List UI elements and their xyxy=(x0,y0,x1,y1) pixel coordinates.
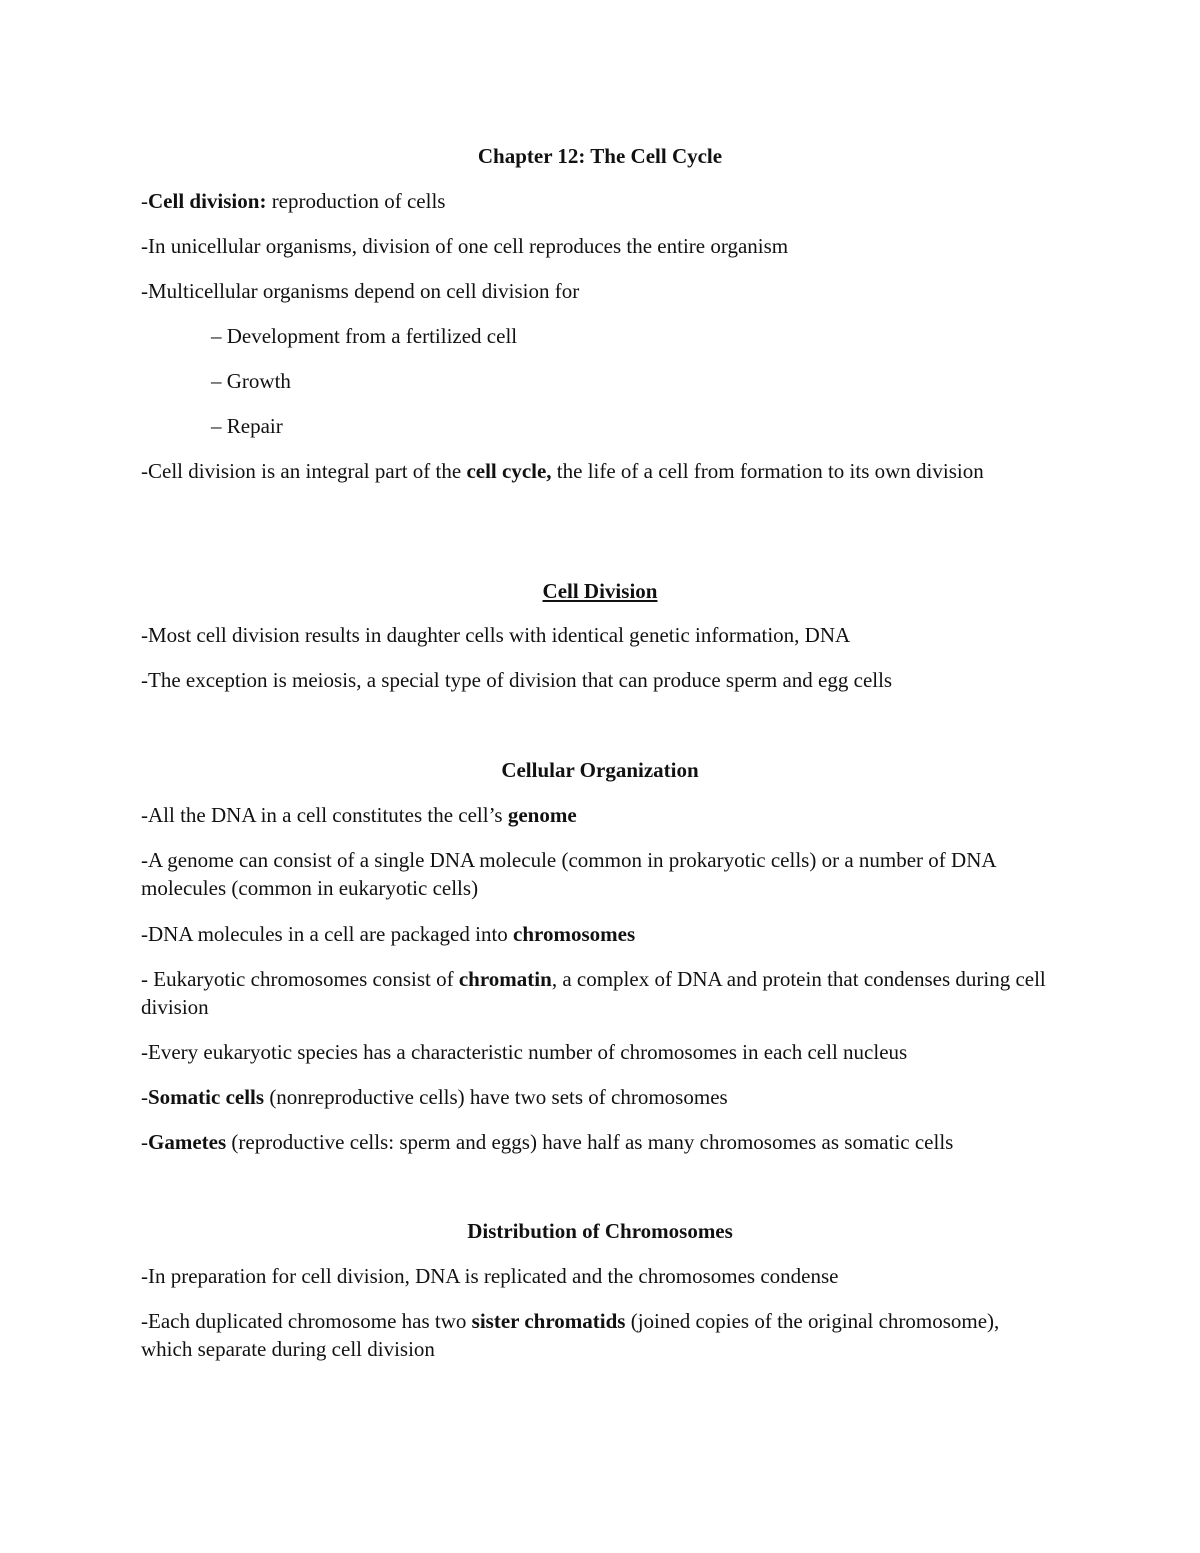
term-genome: genome xyxy=(507,803,577,827)
chromosomes-text: -DNA molecules in a cell are packaged into xyxy=(141,922,514,946)
chromatin-text-pre: - Eukaryotic chromosomes consist of xyxy=(141,967,459,991)
term-cell-cycle: cell cycle, xyxy=(466,459,552,483)
section-heading-cell-division xyxy=(0,577,1200,605)
section-heading-cell-division-text: Cell Division xyxy=(542,579,658,603)
dash: - xyxy=(141,189,148,213)
sister-text-post: (joined copies of the original chromosome), which separate during cell division xyxy=(141,1309,1000,1361)
somatic-text: (nonreproductive cells) have two sets of chromosomes xyxy=(264,1085,728,1109)
section-heading-distribution xyxy=(0,1217,1200,1245)
genome-consist-line: -A genome can consist of a single DNA molecule (common in prokaryotic cells) or a number of DNA molecules (common in eukaryotic cells) xyxy=(141,848,996,900)
genome-text: -All the DNA in a cell constitutes the cell’s xyxy=(141,803,508,827)
cycle-text-pre: -Cell division is an integral part of the xyxy=(141,459,467,483)
section-heading-distribution-text: Distribution of Chromosomes xyxy=(467,1219,733,1243)
unicellular-line: -In unicellular organisms, division of one cell reproduces the entire organism xyxy=(141,234,789,258)
replication-line: -In preparation for cell division, DNA is replicated and the chromosomes condense xyxy=(141,1264,839,1288)
section-heading-cellular-organization-text: Cellular Organization xyxy=(501,758,699,782)
dash: - xyxy=(141,1130,148,1154)
term-somatic-cells: Somatic cells xyxy=(148,1085,265,1109)
chromosomes-line xyxy=(141,920,1061,948)
term-cell-division: Cell division: xyxy=(148,189,267,213)
page-title-text: Chapter 12: The Cell Cycle xyxy=(477,144,723,168)
cell-division-definition xyxy=(141,187,1061,215)
sub-item-growth: – Growth xyxy=(211,369,291,393)
definition-text: reproduction of cells xyxy=(266,189,446,213)
cell-division-line-1: -Most cell division results in daughter cells with identical genetic information, DNA xyxy=(141,623,851,647)
species-line: -Every eukaryotic species has a characteristic number of chromosomes in each cell nucleus xyxy=(141,1040,908,1064)
page-title xyxy=(0,142,1200,170)
chromatin-text-post: , a complex of DNA and protein that condenses during cell division xyxy=(141,967,1046,1019)
term-sister-chromatids: sister chromatids xyxy=(471,1309,626,1333)
term-chromosomes: chromosomes xyxy=(513,922,636,946)
gametes-text: (reproductive cells: sperm and eggs) have half as many chromosomes as somatic cells xyxy=(226,1130,954,1154)
cycle-text-post: the life of a cell from formation to its own division xyxy=(551,459,984,483)
gametes-line xyxy=(141,1128,1061,1156)
sub-item-development: – Development from a fertilized cell xyxy=(211,324,518,348)
sister-chromatids-line xyxy=(141,1307,1021,1363)
chromatin-line xyxy=(141,965,1056,1021)
multicellular-line: -Multicellular organisms depend on cell division for xyxy=(141,279,580,303)
term-gametes: Gametes xyxy=(148,1130,227,1154)
cell-division-line-2: -The exception is meiosis, a special type of division that can produce sperm and egg cells xyxy=(141,668,893,692)
section-heading-cellular-organization xyxy=(0,756,1200,784)
somatic-line xyxy=(141,1083,1061,1111)
genome-line xyxy=(141,801,1061,829)
sub-item-repair: – Repair xyxy=(211,414,283,438)
term-chromatin: chromatin xyxy=(458,967,552,991)
sister-text-pre: -Each duplicated chromosome has two xyxy=(141,1309,472,1333)
cell-cycle-line xyxy=(141,457,1021,485)
dash: - xyxy=(141,1085,148,1109)
